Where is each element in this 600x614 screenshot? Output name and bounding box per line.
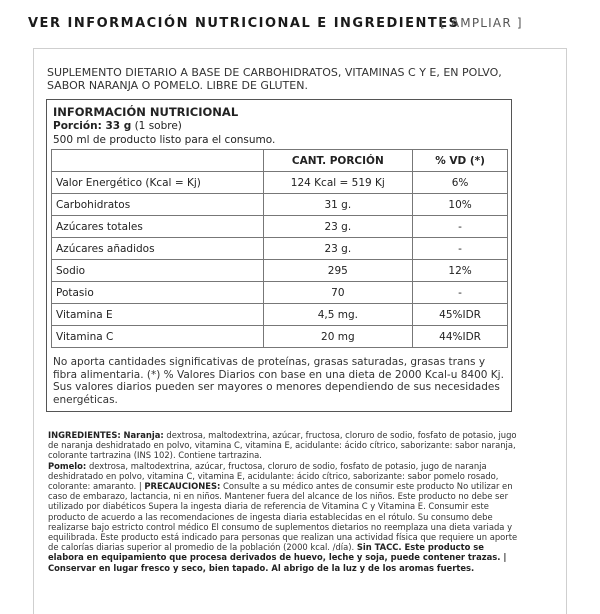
serving-note: 500 ml de producto listo para el consumo. [53,134,276,146]
portion-extra: (1 sobre) [131,120,182,132]
section-header[interactable] [0,0,600,50]
allergen-storage-note: Sin TACC. Este producto se elabora en equipamiento que procesa derivados de huevo, leche y soja, puede contener trazas. | Conservar en lugar fresco y seco, bien tapado. Al abrigo de la luz y de los aromas fuertes. [48,542,507,573]
product-description: SUPLEMENTO DIETARIO A BASE DE CARBOHIDRATOS, VITAMINAS C Y E, EN POLVO, SABOR NARANJA O POMELO. LIBRE DE GLUTEN. [47,66,502,92]
nutrient-name: Azúcares totales [52,216,264,238]
nutrition-facts-panel [46,99,512,412]
table-row [52,282,508,304]
nutrient-name: Sodio [52,260,264,282]
nutrient-vd: - [413,216,508,238]
naranja-ingredients: dextrosa, maltodextrina, azúcar, fructosa, cloruro de sodio, fosfato de potasio, jugo de naranja deshidratado en polvo, vitamina C, vitamina E, acidulante: ácido cítrico, saborizante: sabor naranja, colorante tartrazina (INS 102). Contiene tartrazina. [48,430,517,461]
nutrient-name: Carbohidratos [52,194,264,216]
nutrient-amount: 4,5 mg. [263,304,413,326]
table-row [52,172,508,194]
table-row [52,238,508,260]
table-row [52,326,508,348]
ingredients-label: INGREDIENTES: [48,430,121,440]
nutrient-name: Azúcares añadidos [52,238,264,260]
nutrition-table [51,149,508,348]
table-row [52,194,508,216]
nutrient-vd: - [413,282,508,304]
nutrient-amount: 31 g. [263,194,413,216]
table-row [52,304,508,326]
table-row [52,216,508,238]
naranja-label: Naranja: [123,430,164,440]
portion-label: Porción: 33 g [53,120,132,132]
precautions-text: Consulte a su médico antes de consumir este producto No utilizar en caso de embarazo, lactancia, ni en niños. Mantener fuera del alcance de los niños. Este producto no debe ser utilizado por diabéticos Supera la ingesta diaria de referencia de Vitamina C y Vitamina E. Consumir este producto de acuerdo a las recomendaciones de ingesta diaria establecidas en el rótulo. Su consumo debe realizarse bajo estricto control médico El consumo de suplementos dietarios no reemplaza una dieta variada y equilibrada. Este producto está indicado para personas que realizan una actividad física que requiere un aporte de calorías diarias superior al promedio de la población (2000 kcal. /día). [48,481,518,553]
nutrient-amount: 23 g. [263,238,413,260]
expand-link[interactable]: [ AMPLIAR ] [440,16,523,30]
nutrient-amount: 23 g. [263,216,413,238]
pomelo-label: Pomelo: [48,460,87,471]
pomelo-ingredients: dextrosa, maltodextrina, azúcar, fructosa, cloruro de sodio, fosfato de potasio, jugo de naranja deshidratado en polvo, vitamina C, vitamina E, acidulante: ácido cítrico, saborizante: sabor pomelo rosado, colorante: amaranto. | [48,460,499,492]
nutrient-name: Vitamina C [52,326,264,348]
nutrient-name: Valor Energético (Kcal = Kj) [52,172,264,194]
header-amount: CANT. PORCIÓN [263,150,413,172]
table-row [52,260,508,282]
nutrient-vd: 45%IDR [413,304,508,326]
nutrient-vd: 12% [413,260,508,282]
nutrient-vd: - [413,238,508,260]
nutrient-amount: 124 Kcal = 519 Kj [263,172,413,194]
ingredients-text [48,430,518,573]
table-header-row [52,150,508,172]
nutrient-vd: 44%IDR [413,326,508,348]
precautions-label: PRECAUCIONES: [144,481,221,492]
header-nutrient [52,150,264,172]
nutrient-vd: 6% [413,172,508,194]
nutrient-name: Vitamina E [52,304,264,326]
nutrient-amount: 295 [263,260,413,282]
nutrient-name: Potasio [52,282,264,304]
portion-size [53,120,182,132]
nutrition-title: INFORMACIÓN NUTRICIONAL [53,105,239,119]
header-vd: % VD (*) [413,150,508,172]
section-title[interactable]: VER INFORMACIÓN NUTRICIONAL E INGREDIENTES [28,16,460,31]
nutrition-footnote: No aporta cantidades significativas de proteínas, grasas saturadas, grasas trans y fibra alimentaria. (*) % Valores Diarios con base en una dieta de 2000 Kcal-u 8400 Kj. Sus valores diarios pueden ser mayores o menores dependiendo de sus necesidades energéticas. [53,356,504,406]
nutrient-amount: 70 [263,282,413,304]
nutrient-amount: 20 mg [263,326,413,348]
nutrient-vd: 10% [413,194,508,216]
